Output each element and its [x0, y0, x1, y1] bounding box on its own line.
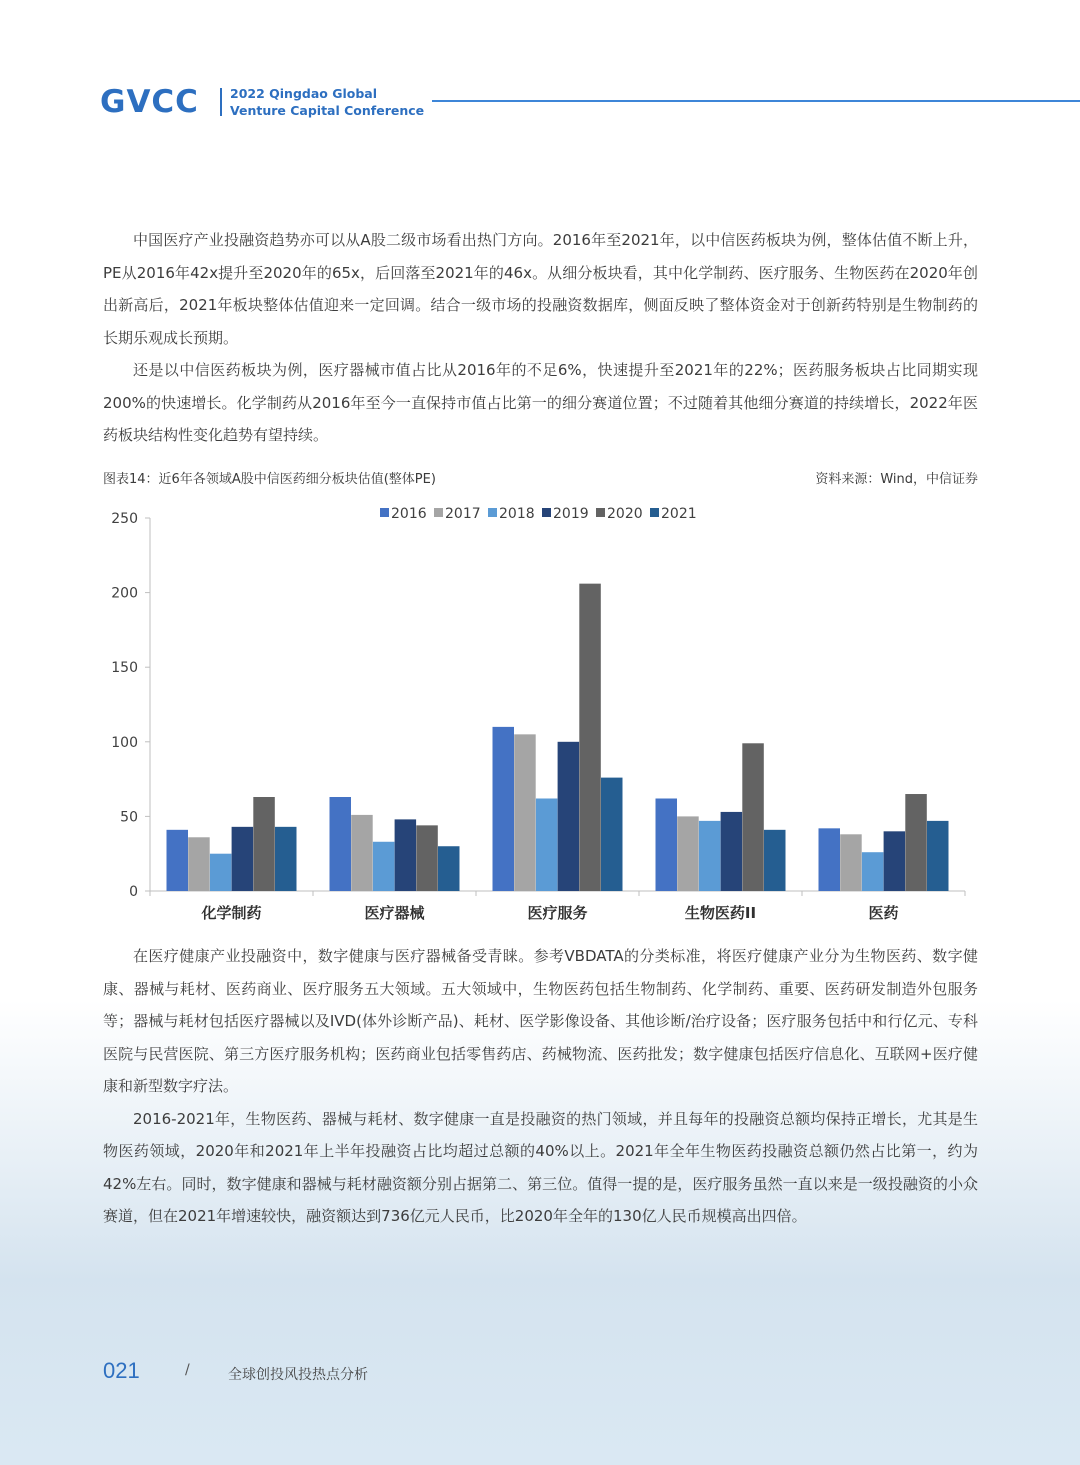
bar-2020: [416, 825, 438, 891]
chart-svg: [95, 500, 985, 930]
bar-2019: [232, 827, 254, 891]
x-tick-label: 生物医药II: [684, 904, 757, 922]
legend-label-2019: 2019: [553, 506, 589, 522]
legend-swatch-2018: [488, 508, 497, 517]
legend-swatch-2021: [650, 508, 659, 517]
gvcc-logo: GVCC: [100, 84, 199, 120]
bar-2016: [167, 830, 189, 891]
y-tick-label: 150: [111, 660, 138, 677]
legend-label-2017: 2017: [445, 506, 481, 522]
intro-text: [103, 224, 978, 452]
bar-2018: [373, 842, 395, 891]
legend-label-2018: 2018: [499, 506, 535, 522]
bar-2020: [253, 797, 274, 891]
figure-caption: [103, 468, 978, 490]
footer-separator: /: [185, 1362, 190, 1378]
bar-2017: [351, 815, 373, 891]
bar-2018: [699, 821, 721, 891]
bar-2016: [330, 797, 352, 891]
figure-title: 图表14：近6年各领域A股中信医药细分板块估值(整体PE): [103, 472, 436, 487]
x-tick-label: 医疗器械: [364, 904, 425, 922]
bar-2021: [438, 846, 460, 891]
page-number: 021: [103, 1358, 140, 1383]
y-tick-label: 0: [129, 884, 138, 900]
paragraph: 在医疗健康产业投融资中，数字健康与医疗器械备受青睐。参考VBDATA的分类标准，将医疗健康产业分为生物医药、数字健康、器械与耗材、医药商业、医疗服务五大领域。五大领域中，生物医药包括生物制药、化学制药、重要、医药研发制造外包服务等；器械与耗材包括医疗器械以及IVD(体外诊断产品)、耗材、医学影像设备、其他诊断/治疗设备；医疗服务包括中和行亿元、专科医院与民营医院、第三方医疗服务机构；医药商业包括零售药店、药械物流、医药批发；数字健康包括医疗信息化、互联网+医疗健康和新型数字疗法。: [103, 947, 978, 1095]
y-tick-label: 200: [111, 585, 138, 602]
bar-2019: [558, 742, 580, 891]
paragraph: 2016-2021年，生物医药、器械与耗材、数字健康一直是投融资的热门领域，并且每年的投融资总额均保持正增长，尤其是生物医药领域，2020年和2021年上半年投融资占比均超过总额的40%以上。2021年全年生物医药投融资总额仍然占比第一，约为42%左右。同时，数字健康和器械与耗材融资额分别占据第二、第三位。值得一提的是，医疗服务虽然一直以来是一级投融资的小众赛道，但在2021年增速较快，融资额达到736亿元人民币，比2020年全年的130亿人民币规模高出四倍。: [103, 1109, 978, 1225]
paragraph: 中国医疗产业投融资趋势亦可以从A股二级市场看出热门方向。2016年至2021年，以中信医药板块为例，整体估值不断上升，PE从2016年42x提升至2020年的65x，后回落至2021年的46x。从细分板块看，其中化学制药、医疗服务、生物医药在2020年创出新高后，2021年板块整体估值迎来一定回调。结合一级市场的投融资数据库，侧面反映了整体资金对于创新药特别是生物制药的长期乐观成长预期。: [103, 231, 978, 347]
paragraph: 还是以中信医药板块为例，医疗器械市值占比从2016年的不足6%，快速提升至2021年的22%；医药服务板块占比同期实现200%的快速增长。化学制药从2016年至今一直保持市值占比第一的细分赛道位置；不过随着其他细分赛道的持续增长，2022年医药板块结构性变化趋势有望持续。: [103, 361, 978, 444]
bar-2021: [927, 821, 949, 891]
pe-bar-chart: [95, 500, 985, 930]
y-tick-label: 250: [111, 511, 138, 527]
legend-label-2021: 2021: [661, 506, 697, 522]
bar-2017: [840, 834, 862, 891]
conference-name-line1: 2022 Qingdao Global: [230, 86, 378, 101]
bar-2017: [677, 816, 699, 891]
y-tick-label: 100: [111, 734, 138, 751]
bar-2021: [275, 827, 297, 891]
bar-2016: [656, 798, 678, 891]
section-title: 全球创投风投热点分析: [228, 1367, 368, 1383]
bar-2018: [210, 854, 232, 891]
header-rule: [432, 100, 1080, 102]
bar-2019: [884, 831, 906, 891]
legend-label-2020: 2020: [607, 506, 643, 522]
bar-2017: [188, 837, 210, 891]
legend-swatch-2016: [380, 508, 389, 517]
x-tick-label: 医药: [868, 904, 899, 922]
bar-2018: [536, 798, 558, 891]
footer: [103, 1358, 703, 1390]
legend-swatch-2020: [596, 508, 605, 517]
bar-2016: [819, 828, 841, 891]
y-tick-label: 50: [120, 809, 138, 826]
bar-2020: [905, 794, 927, 891]
conference-name-line2: Venture Capital Conference: [230, 103, 425, 118]
legend-swatch-2019: [542, 508, 551, 517]
bar-2019: [395, 819, 417, 891]
conference-name: [230, 85, 424, 119]
header: [100, 82, 1080, 122]
logo-divider: [220, 88, 222, 116]
x-tick-label: 化学制药: [201, 904, 262, 922]
figure-source: 资料来源：Wind，中信证券: [815, 472, 978, 487]
body-text: [103, 940, 978, 1233]
bar-2020: [742, 743, 764, 891]
bar-2017: [514, 734, 536, 891]
bar-2021: [601, 778, 623, 891]
bar-2018: [862, 852, 884, 891]
legend-swatch-2017: [434, 508, 443, 517]
bar-2020: [579, 584, 601, 891]
bar-2019: [721, 812, 743, 891]
bar-2016: [493, 727, 515, 891]
bar-2021: [764, 830, 786, 891]
x-tick-label: 医疗服务: [527, 904, 588, 922]
legend-label-2016: 2016: [391, 506, 427, 522]
